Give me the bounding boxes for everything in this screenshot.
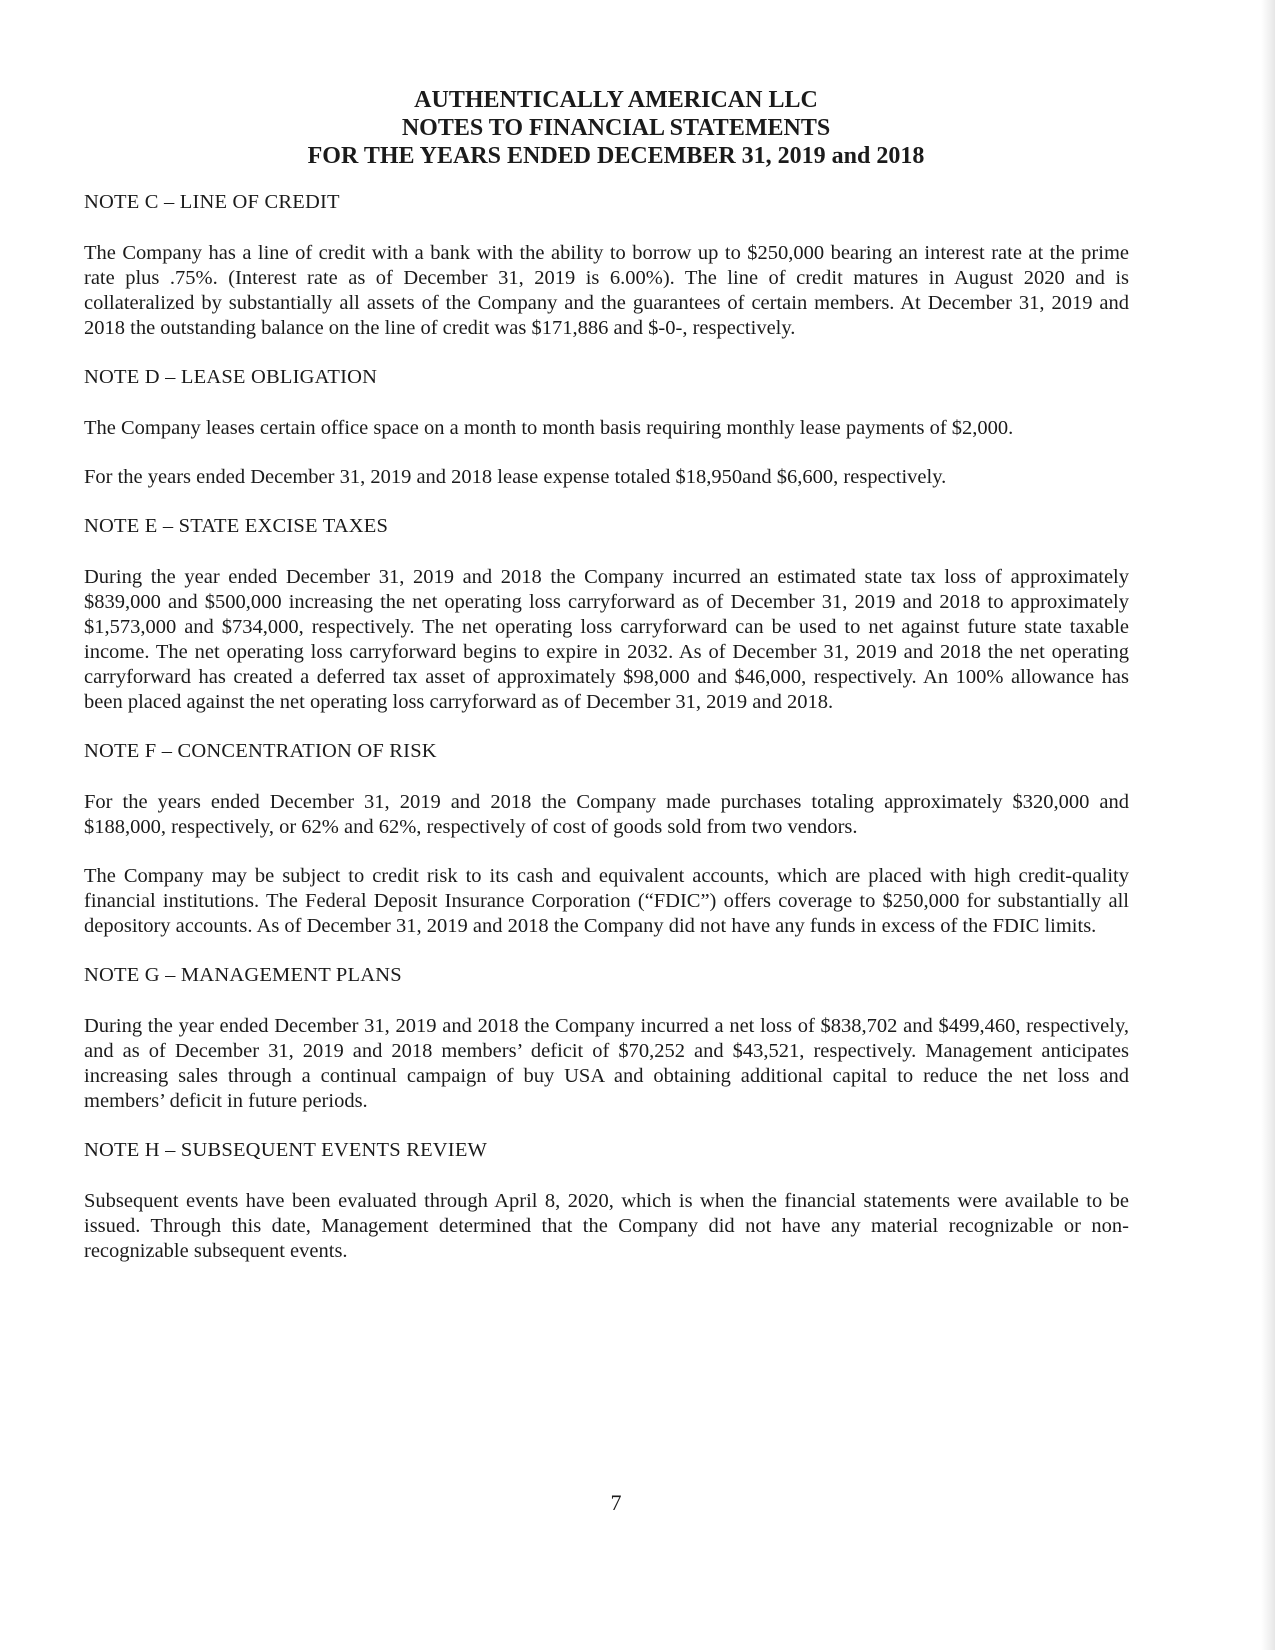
reporting-period: FOR THE YEARS ENDED DECEMBER 31, 2019 and 2018	[307, 143, 925, 169]
note-e-paragraph: During the year ended December 31, 2019 and 2018 the Company incurred an estimated state tax loss of approximately $839,000 and $500,000 increasing the net operating loss carryforward as of December 31, 2019 and 2018 to approximately $1,573,000 and $734,000, respectively. The net operating loss carryforward can be used to net against future state taxable income. The net operating loss carryforward begins to expire in 2032. As of December 31, 2019 and 2018 the net operating carryforward has created a deferred tax asset of approximately $98,000 and $46,000, respectively. An 100% allowance has been placed against the net operating loss carryforward as of December 31, 2019 and 2018.	[84, 566, 1129, 713]
note-d-paragraph: For the years ended December 31, 2019 and 2018 lease expense totaled $18,950and $6,600, respectively.	[84, 466, 947, 488]
note-g-heading: NOTE G – MANAGEMENT PLANS	[84, 964, 402, 986]
note-f-paragraph: The Company may be subject to credit risk to its cash and equivalent accounts, which are placed with high credit-quality financial institutions. The Federal Deposit Insurance Corporation (“FDIC”) offers coverage to $250,000 for substantially all depository accounts. As of December 31, 2019 and 2018 the Company did not have any funds in excess of the FDIC limits.	[84, 865, 1129, 937]
company-name: AUTHENTICALLY AMERICAN LLC	[414, 87, 818, 113]
note-e-section	[84, 514, 1129, 715]
notes-body	[84, 190, 1129, 1288]
note-e-heading: NOTE E – STATE EXCISE TAXES	[84, 515, 389, 537]
document-title: NOTES TO FINANCIAL STATEMENTS	[401, 115, 831, 141]
note-d-section	[84, 365, 1129, 490]
note-f-heading: NOTE F – CONCENTRATION OF RISK	[84, 740, 437, 762]
note-h-paragraph: Subsequent events have been evaluated through April 8, 2020, which is when the financial statements were available to be issued. Through this date, Management determined that the Company did not have any material recognizable or non-recognizable subsequent events.	[84, 1190, 1129, 1262]
note-g-section	[84, 963, 1129, 1114]
scan-edge	[1261, 0, 1275, 1650]
note-h-section	[84, 1138, 1129, 1264]
note-c-heading: NOTE C – LINE OF CREDIT	[84, 191, 340, 213]
document-header	[0, 86, 1232, 170]
note-f-paragraph: For the years ended December 31, 2019 and 2018 the Company made purchases totaling approximately $320,000 and $188,000, respectively, or 62% and 62%, respectively of cost of goods sold from two vendors.	[84, 791, 1129, 838]
note-c-paragraph: The Company has a line of credit with a bank with the ability to borrow up to $250,000 bearing an interest rate at the prime rate plus .75%. (Interest rate as of December 31, 2019 is 6.00%). The line of credit matures in August 2020 and is collateralized by substantially all assets of the Company and the guarantees of certain members. At December 31, 2019 and 2018 the outstanding balance on the line of credit was $171,886 and $-0-, respectively.	[84, 242, 1129, 339]
note-g-paragraph: During the year ended December 31, 2019 and 2018 the Company incurred a net loss of $838,702 and $499,460, respectively, and as of December 31, 2019 and 2018 members’ deficit of $70,252 and $43,521, respectively. Management anticipates increasing sales through a continual campaign of buy USA and obtaining additional capital to reduce the net loss and members’ deficit in future periods.	[84, 1015, 1129, 1112]
note-d-heading: NOTE D – LEASE OBLIGATION	[84, 366, 378, 388]
note-c-section	[84, 190, 1129, 341]
note-h-heading: NOTE H – SUBSEQUENT EVENTS REVIEW	[84, 1139, 488, 1161]
note-f-section	[84, 739, 1129, 939]
page-number: 7	[610, 1490, 622, 1515]
note-d-paragraph: The Company leases certain office space on a month to month basis requiring monthly lease payments of $2,000.	[84, 417, 1014, 439]
